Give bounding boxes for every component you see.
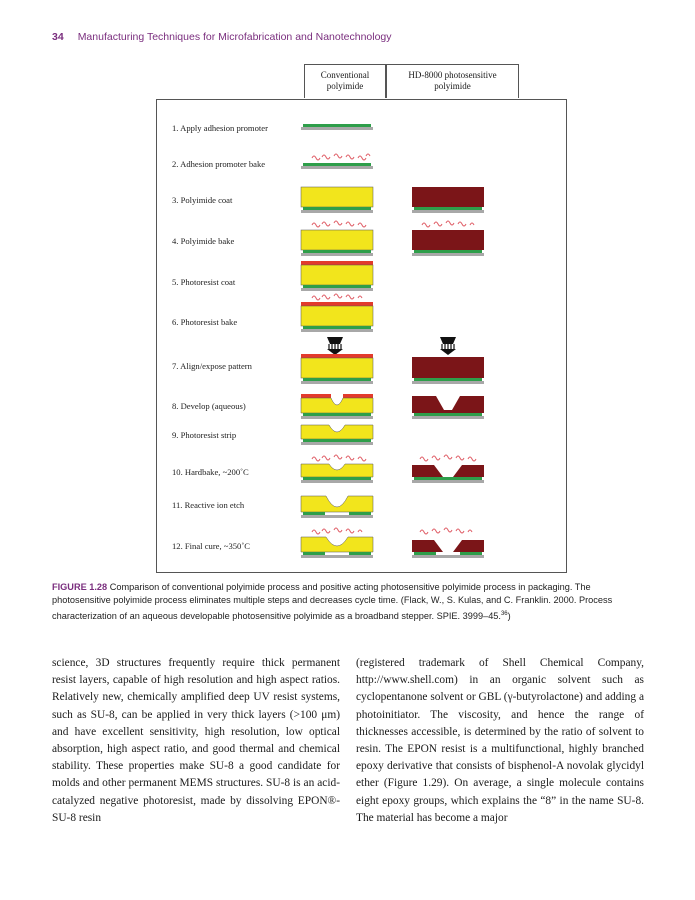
stack-conventional-step-1 [301, 124, 373, 130]
step-label: 9. Photoresist strip [172, 430, 237, 440]
stack-conventional-step-3 [301, 187, 373, 213]
column-header-line: HD-8000 photosensitive [408, 70, 497, 80]
stack-photosensitive-step-7 [412, 337, 484, 384]
step-label: 5. Photoresist coat [172, 277, 236, 287]
caption-end: ) [507, 610, 511, 621]
body-paragraph: science, 3D structures frequently require thick permanent resist layers, capable of high resolution and high aspect ratios. Relatively new, chemically amplified deep UV resist systems, such as SU-8, can be applied in very thick layers (>100 μm) and have excellent sensitivity, high resolution, low optical absorption, high aspect ratio, and good thermal and chemical stability. These properties make SU-8 a good candidate for molds and other permanent MEMS structures. SU-8 is an acid-catalyzed negative photoresist, made by dissolving EPON®-SU-8 resin [52, 657, 340, 824]
stack-photosensitive-step-8 [412, 396, 484, 419]
body-column-right [356, 655, 644, 827]
stack-conventional-step-12 [301, 528, 373, 558]
stack-photosensitive-step-10 [412, 455, 484, 483]
caption-reference: 36 [500, 610, 508, 617]
stack-conventional-step-11 [301, 496, 373, 518]
stack-conventional-step-5 [301, 261, 373, 291]
step-label: 3. Polyimide coat [172, 195, 233, 205]
step-label: 8. Develop (aqueous) [172, 401, 246, 411]
stack-conventional-step-6 [301, 294, 373, 332]
step-label: 4. Polyimide bake [172, 236, 235, 246]
stack-conventional-step-9 [301, 425, 373, 445]
stack-photosensitive-step-3 [412, 187, 484, 213]
stack-conventional-step-7 [301, 337, 373, 384]
stack-conventional-step-2 [301, 154, 373, 169]
stack-conventional-step-4 [301, 221, 373, 256]
step-label: 1. Apply adhesion promoter [172, 123, 268, 133]
column-header-line: polyimide [326, 81, 364, 91]
body-column-left [52, 655, 340, 827]
stack-conventional-step-8 [301, 394, 373, 419]
book-title: Manufacturing Techniques for Microfabrication and Nanotechnology [77, 31, 392, 43]
body-paragraph: (registered trademark of Shell Chemical Company, http://www.shell.com) in an organic solvent such as cyclopentanone solvent or GBL (γ-butyrolactone) and adding a photoinitiator. The viscosity, and hence the range of thicknesses accessible, is determined by the ratio of solvent to resin. The EPON resist is a multifunctional, highly branched epoxy derivative that consists of bisphenol-A novolak glycidyl ether (Figure 1.29). On average, a single molecule contains eight epoxy groups, which explains the “8” in the name SU-8. The material has become a major [356, 657, 644, 824]
step-label: 11. Reactive ion etch [172, 500, 245, 510]
page-number: 34 [52, 31, 64, 43]
figure-label: FIGURE 1.28 [52, 582, 108, 592]
step-label: 7. Align/expose pattern [172, 361, 252, 371]
stack-photosensitive-step-4 [412, 221, 484, 256]
stack-conventional-step-10 [301, 455, 373, 483]
stack-photosensitive-step-12 [412, 528, 484, 558]
column-header-line: polyimide [434, 81, 471, 91]
step-label: 10. Hardbake, ~200˚C [172, 467, 249, 477]
step-label: 6. Photoresist bake [172, 317, 238, 327]
step-label: 12. Final cure, ~350˚C [172, 541, 250, 551]
column-header-line: Conventional [320, 70, 370, 80]
figure-caption [52, 581, 644, 623]
caption-text: Comparison of conventional polyimide process and positive acting photosensitive polyimide process in packaging. The photosensitive polyimide process eliminates multiple steps and decreases cycle time. (Flack, W., S. Kulas, and C. Franklin. 2000. Process characterization of an aqueous developable photosensitive polyimide as a broadband stepper. SPIE. 3999–45. [52, 582, 613, 621]
step-label: 2. Adhesion promoter bake [172, 159, 266, 169]
